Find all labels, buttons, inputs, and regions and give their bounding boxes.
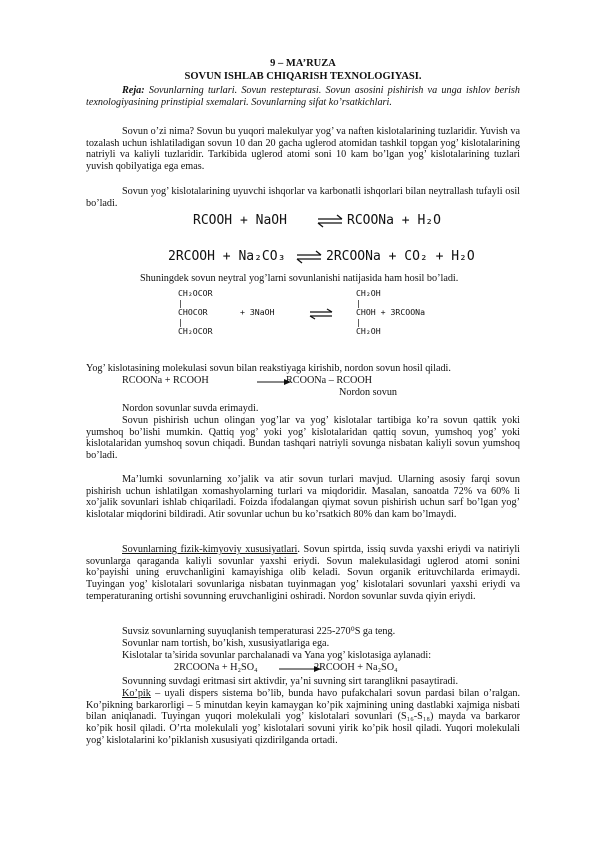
paragraph-8 <box>86 544 520 603</box>
paragraph-6: Sovun pishirish uchun olingan yog’lar va yog’ kislotalar tartibiga ko’ra sovun qattik yoki yumshoq bo’lishi mumkin. Qattiq yog’ yoki yog’ kislotalaridan qattiq sovun, yumshoq yog’ yoki kislotalaridan yumshoq sovun chiqadi. Bundan tashqari natriyli sovunga nisbatan kaliyli sovun yumshoq bo’ladi. <box>86 415 520 462</box>
paragraph-13 <box>86 688 520 747</box>
equation-1-right: RCOONa + H₂O <box>347 213 441 228</box>
page-title: SOVUN ISHLAB CHIQARISH TEXNOLOGIYASI. <box>184 71 422 82</box>
equation-1-left: RCOOH + NaOH <box>193 213 287 228</box>
paragraph-8-text: . Sovun spirtda, issiq suvda yaxshi eriydi va natiriyli sovunlarga qaraganda kaliyli sovunlar yaxshi eriydi. Sovun malekulasidagi uglerod atomi sonini ko’payishi uning eruvchanligini kamayishiga olib keladi. Sovun organik erituvchilarda erimaydi. Tuyingan yog’ kislotalari sovunlariga nisbatan tuyinmagan yog’ kislotalari sovunlari yaxshi eriydi va temperaturaning ortishi sovunning eruvchanligini oshiradi. Nordon sovunlar suvda qiyin eriydi. <box>86 544 521 602</box>
structure-line: CH₂OH <box>356 288 381 298</box>
glycerol-products <box>356 289 425 337</box>
structure-line: CH₂OCOR <box>178 288 213 298</box>
structure-line: CHOH + 3RCOONa <box>356 307 426 318</box>
paragraph-13-text: – uyali dispers sistema bo’lib, bunda havo pufakchalari sovun pardasi bilan o’ralgan. Ko’pikning barkarorligi – 5 minutdan keyin kamaygan ko’pik xajmining uning dastlabki xajmiga nisbati bilan aniqlanadi. Tuyingan yuqori molekulali yog’ kislotalari sovunlari (S₁₆-S₁₈) mayda va barkaror ko’pik hosil qiladi. O’rta molekulali yog’ kislotalari sovuni yirik ko’pik hosil qiladi. Yuqori molekulali yog’ kislotalarini ko’piklanish xususiyati qizdirilganda ortadi. <box>86 688 520 746</box>
acid-soap-right: RCOONa – RCOOH <box>286 375 373 386</box>
acid-equation-right: 2RCOOH + Na₂SO₄ <box>314 662 398 673</box>
paragraph-4: Yog’ kislotasining molekulasi sovun bilan reakstiyaga kirishib, nordon sovun hosil qiladi. <box>86 363 451 374</box>
structure-line: CH₂OH <box>356 326 381 337</box>
paragraph-1: Sovun o’zi nima? Sovun bu yuqori malekulyar yog’ va naften kislotalarining tuzlaridir. Yuvish va tozalash uchun ishlatiladigan sovun 10 dan 20 gacha uglerod atomidan tashkil topgan yog’ kislotalarining natriyli va kaliyli tuzlaridir. Tarkibida uglerod atomi soni 10 kam bo’lgan yog’ kislotalarining tuzlari yuvish qobilyatiga ega emas. <box>86 126 520 173</box>
physchem-heading: Sovunlarning fizik-kimyoviy xususiyatlari <box>122 544 298 555</box>
paragraph-7: Ma’lumki sovunlarning xo’jalik va atir sovun turlari mavjud. Ularning asosiy farqi sovun pishirish uchun ishlatilgan xomashyolarning turlari va miqdoridir. Masalan, sanoatda 72% va 60% li xo’jalik sovunlari ishlab chiqariladi. Foizda ifodalangan qiymat sovun pishirish uchun sarf bo’lgan yog’ kislotalar miqdorini bildiradi. Atir sovunlar uchun bu ko’rsatkich 80% dan kam bo’lmaydi. <box>86 474 520 521</box>
structure-line: CHOCOR <box>178 307 208 318</box>
naoh-reagent: + 3NaOH <box>240 307 275 317</box>
structure-line: CH₂OCOR <box>178 326 213 337</box>
equilibrium-arrow-icon <box>316 214 344 228</box>
equation-2-right: 2RCOONa + CO₂ + H₂O <box>326 249 475 264</box>
paragraph-11: Kislotalar ta’sirida sovunlar parchalanadi va Yana yog’ kislotasiga aylanadi: <box>122 650 432 661</box>
plan-text: Sovunlarning turlari. Sovun restepturasi. Sovun asosini pishirish va unga ishlov berish texnologiyasining prinstipial sxemalari. Sovunlarning sifat ko’rsatkichlari. <box>86 85 520 108</box>
paragraph-3: Shuningdek sovun neytral yog’larni sovunlanishi natijasida ham hosil bo’ladi. <box>140 273 459 284</box>
equation-2-left: 2RCOOH + Na₂CO₃ <box>168 249 286 264</box>
plan-paragraph <box>86 85 520 108</box>
paragraph-5: Nordon sovunlar suvda erimaydi. <box>122 403 259 414</box>
equilibrium-arrow-icon <box>295 250 323 264</box>
triglyceride-structure <box>178 289 213 337</box>
plan-label: Reja: <box>122 85 145 96</box>
structure-line: | <box>178 297 183 308</box>
lecture-number: 9 – MA’RUZA <box>270 58 336 69</box>
paragraph-2: Sovun yog’ kislotalarining uyuvchi ishqorlar va karbonatli ishqorlari bilan neytrallash tufayli osil bo’ladi. <box>86 186 520 209</box>
equilibrium-arrow-icon <box>308 308 334 320</box>
acid-soap-left: RCOONa + RCOOH <box>122 375 209 386</box>
paragraph-9: Suvsiz sovunlarning suyuqlanish temperaturasi 225-270⁰S ga teng. <box>122 626 396 637</box>
foam-heading: Ko’pik <box>122 688 151 699</box>
acid-soap-label: Nordon sovun <box>339 387 398 398</box>
structure-line: | <box>178 316 183 327</box>
acid-equation-left: 2RCOONa + H₂SO₄ <box>174 662 258 673</box>
paragraph-10: Sovunlar nam tortish, bo’kish, xususiyatlariga ega. <box>122 638 330 649</box>
structure-line: | <box>356 316 361 327</box>
paragraph-12: Sovunning suvdagi eritmasi sirt aktivdir, ya’ni suvning sirt taranglikni pasaytiradi. <box>122 676 459 687</box>
structure-line: | <box>356 297 361 308</box>
